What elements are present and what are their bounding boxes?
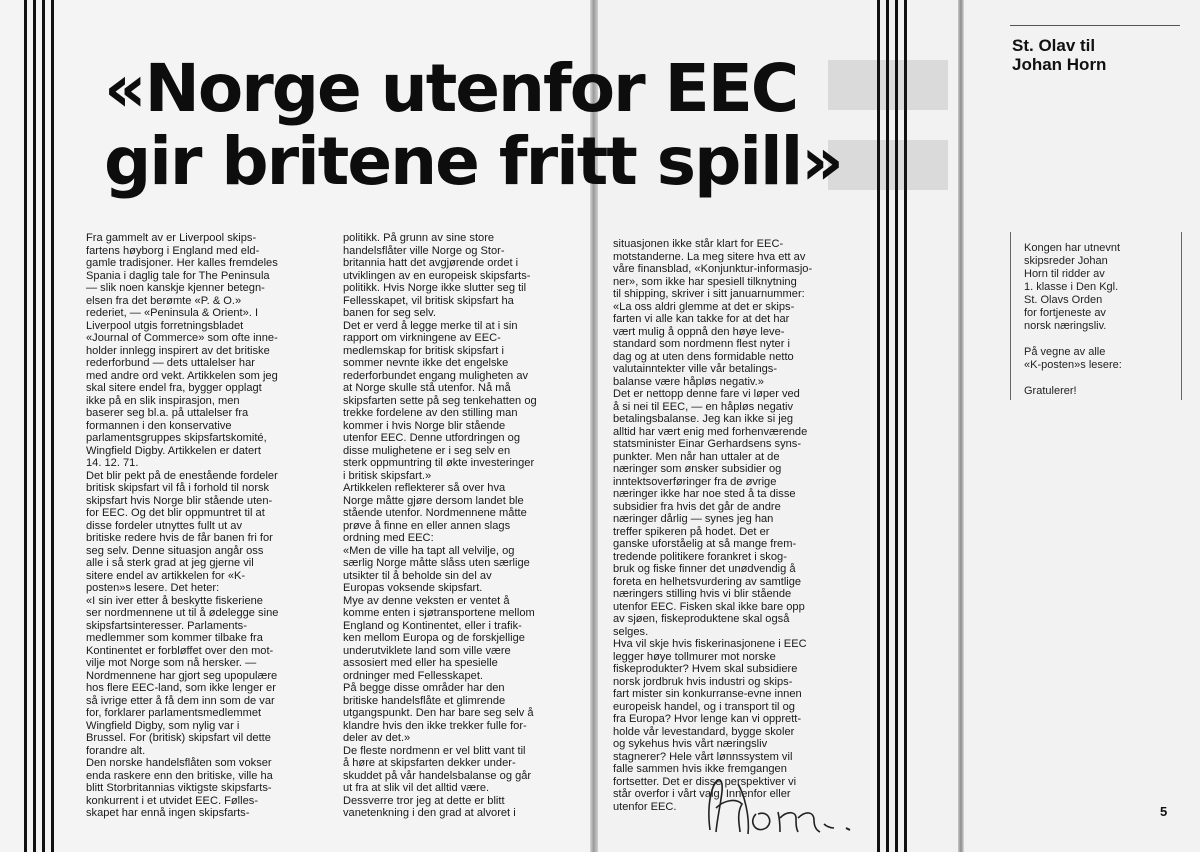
headline xyxy=(104,52,884,198)
page-number: 5 xyxy=(1160,804,1168,819)
article-column-3: situasjonen ikke står klart for EEC- motstanderne. La meg sitere hva ett av våre finansblad, «Konjunktur-informasjo- ner», som ikke har spesiell tilknytning til shipping, skriver i sitt januarnummer: «La oss aldri glemme at det er skips- farten vi alle kan takke for at det har vært mulig å oppnå den høye leve- standard som nordmenn flest nyter i dag og at uten dens formidable netto valutainntekter ville vår betalings- balanse være håpløs negativ.» Det er nettopp denne fare vi løper ved å si nei til EEC, — en håpløs negativ betalingsbalanse. Jeg kan ikke si jeg alltid har vært enig med forhenværende statsminister Einar Gerhardsens syns- punkter. Men når han uttaler at de næringer som ønsker subsidier og inntektsoverføringer fra de øvrige næringer ikke har noe sted å ta disse subsidier fra hvis det går de andre næringer dårlig — synes jeg han treffer spikeren på hodet. Det er ganske uforståelig at så mange frem- tredende politikere forankret i skog- bruk og fiske finner det unødvendig å foreta en helhetsvurdering av samtlige næringers stilling hvis vi blir stående utenfor EEC. Fisken skal ikke bare opp av sjøen, fiskeproduktene skal også selges. Hva vil skje hvis fiskerinasjonene i EEC legger høye tollmurer mot norske fiskeprodukter? Hvem skal subsidiere norsk jordbruk hvis industri og skips- fart mister sin konkurranse-evne innen europeisk handel, og i transport til og fra Europa? Hvor lenge kan vi opprett- holde vår levestandard, bygge skoler og sykehus hvis vårt næringsliv stagnerer? Hele vårt lønnssystem vil falle sammen hvis ikke fremgangen fortsetter. Det er disse perspektiver vi står overfor i vårt valg. Innenfor eller utenfor EEC. xyxy=(613,238,813,813)
left-rule-3 xyxy=(42,0,45,852)
article-column-2: politikk. På grunn av sine store handelsflåter ville Norge og Stor- britannia hatt det avgjørende ordet i utviklingen av en europeisk skipsfarts- politikk. Hvis Norge ikke slutter seg til Fellesskapet, vil britisk skipsfart ha banen for seg selv. Det er verd å legge merke til at i sin rapport om virkningene av EEC- medlemskap for britisk skipsfart i sommer nevnte ikke det engelske rederforbundet engang muligheten av at Norge skulle stå utenfor. Nå må skipsfarten sette på seg tenkehatten og trekke fordelene av den stilling man kommer i hvis Norge blir stående utenfor EEC. Denne utfordringen og disse mulighetene er i seg selv en sterk oppmuntring til økte investeringer i britisk skipsfart.» Artikkelen reflekterer så over hva Norge måtte gjøre dersom landet ble stående utenfor. Nordmennene måtte prøve å finne en eller annen slags ordning med EEC: «Men de ville ha tapt all velvilje, og særlig Norge måtte slåss uten særlige utsikter til å beholde sin del av Europas voksende skipsfart. Mye av denne veksten er ventet å komme enten i sjøtransportene mellom England og Kontinentet, eller i trafik- ken mellom Europa og de forskjellige underutviklete land som ville være assosiert med eller ha spesielle ordninger med Fellesskapet. På begge disse områder har den britiske handelsflåte et glimrende utgangspunkt. Den har bare seg selv å klandre hvis den ikke trekker fulle for- deler av det.» De fleste nordmenn er vel blitt vant til å høre at skipsfarten dekker under- skuddet på vår handelsbalanse og går ut fra at slik vil det alltid være. Dessverre tror jeg at dette er blitt vanetenkning i den grad at alvoret i xyxy=(343,232,537,819)
headline-line-1: «Norge utenfor EEC xyxy=(104,50,798,127)
left-rule-4 xyxy=(51,0,54,852)
right-fold xyxy=(958,0,964,852)
left-rule-1 xyxy=(24,0,27,852)
sidebar-top-rule xyxy=(1010,25,1180,26)
right-rule-3 xyxy=(895,0,898,852)
article-column-1: Fra gammelt av er Liverpool skips- fartens høyborg i England med eld- gamle tradisjoner. Her kalles fremdeles Spania i daglig tale for The Peninsula — slik noen kanskje kjenner betegn- elsen fra det berømte «P. & O.» rederiet, — «Peninsula & Orient». I Liverpool utgis forretningsbladet «Journal of Commerce» som ofte inne- holder innlegg inspirert av det britiske rederforbund — dets uttalelser har med andre ord vekt. Artikkelen som jeg skal sitere endel fra, bygger opplagt ikke på en slik inspirasjon, men baserer seg bl.a. på uttalelser fra formannen i den konservative parlamentsgruppes skipsfartskomité, Wingfield Digby. Artikkelen er datert 14. 12. 71. Det blir pekt på de enestående fordeler britisk skipsfart vil få i forhold til norsk skipsfart hvis Norge blir stående uten- for EEC. Og det blir oppmuntret til at disse fordeler utnyttes fullt ut av britiske redere hvis de får banen fri for seg selv. Denne situasjon angår oss alle i så sterk grad at jeg gjerne vil sitere endel av artikkelen for «K- posten»s lesere. Det heter: «I sin iver etter å beskytte fiskeriene ser nordmennene ut til å ødelegge sine skipsfartsinteresser. Parlaments- medlemmer som kommer tilbake fra Kontinentet er forbløffet over den mot- vilje mot Norge som nå hersker. — Nordmennene har gjort seg upopulære hos flere EEC-land, som ikke lenger er så ivrige etter å få dem inn som de var for, forklarer parlamentsmedlemmet Wingfield Digby, som nylig var i Brussel. For (britisk) skipsfart vil dette forandre alt. Den norske handelsflåten som vokser enda raskere enn den britiske, ville ha blitt Storbritannias viktigste skipsfarts- konkurrent i et utvidet EEC. Følles- skapet har ennå ingen skipsfarts- xyxy=(86,232,279,819)
headline-line-2: gir britene fritt spill» xyxy=(104,123,842,200)
right-rule-2 xyxy=(886,0,889,852)
sidebar-body: Kongen har utnevnt skipsreder Johan Horn til ridder av 1. klasse i Den Kgl. St. Olavs Orden for fortjeneste av norsk næringsliv. På vegne av alle «K-posten»s lesere: Gratulerer! xyxy=(1024,242,1122,397)
signature xyxy=(700,770,880,842)
left-rule-2 xyxy=(33,0,36,852)
right-rule-4 xyxy=(904,0,907,852)
sidebar-title: St. Olav til Johan Horn xyxy=(1012,36,1107,74)
